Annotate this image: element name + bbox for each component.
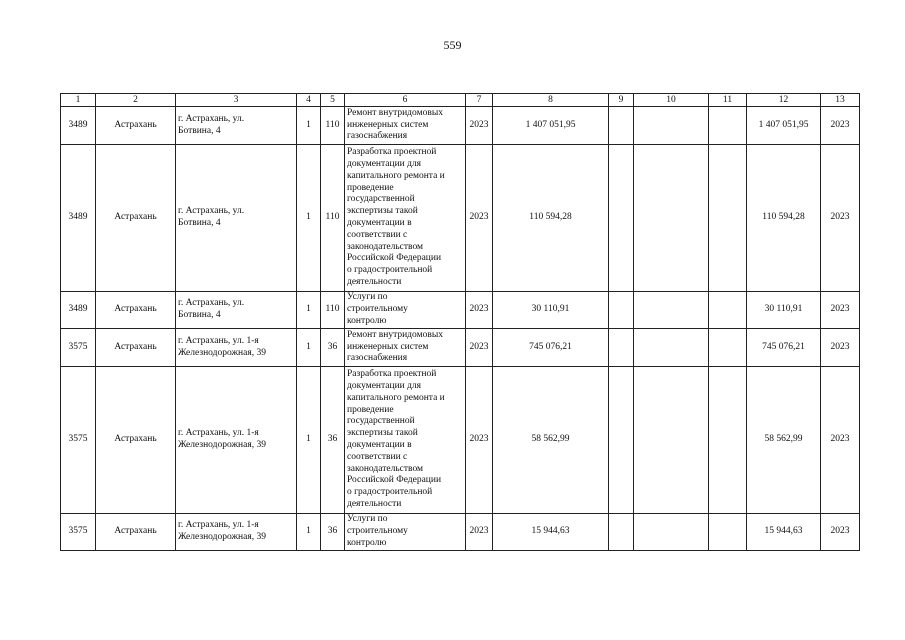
- address: г. Астрахань, ул. Ботвина, 4: [176, 145, 297, 292]
- col-4: 1: [297, 145, 321, 292]
- work-type: Услуги по строительному контролю: [345, 292, 466, 329]
- municipality: Астрахань: [96, 107, 176, 145]
- work-type: Ремонт внутридомовых инженерных систем газоснабжения: [345, 107, 466, 145]
- col-4: 1: [297, 329, 321, 367]
- total-cost: 58 562,99: [493, 367, 609, 514]
- col-10: [634, 514, 709, 551]
- total-cost: 1 407 051,95: [493, 107, 609, 145]
- col-12: 30 110,91: [747, 292, 821, 329]
- address: г. Астрахань, ул. Ботвина, 4: [176, 107, 297, 145]
- col-12: 1 407 051,95: [747, 107, 821, 145]
- col-10: [634, 329, 709, 367]
- municipality: Астрахань: [96, 514, 176, 551]
- col-13: 2023: [821, 145, 860, 292]
- column-number: 3: [176, 94, 297, 107]
- address: г. Астрахань, ул. 1-я Железнодорожная, 39: [176, 367, 297, 514]
- col-13: 2023: [821, 292, 860, 329]
- col-9: [609, 367, 634, 514]
- column-number: 6: [345, 94, 466, 107]
- col-12: 110 594,28: [747, 145, 821, 292]
- column-number: 4: [297, 94, 321, 107]
- total-cost: 30 110,91: [493, 292, 609, 329]
- column-number: 11: [709, 94, 747, 107]
- municipality: Астрахань: [96, 145, 176, 292]
- column-number: 10: [634, 94, 709, 107]
- total-cost: 745 076,21: [493, 329, 609, 367]
- col-11: [709, 145, 747, 292]
- column-number-row: [61, 94, 860, 107]
- col-13: 2023: [821, 367, 860, 514]
- col-9: [609, 514, 634, 551]
- column-number: 13: [821, 94, 860, 107]
- col-11: [709, 292, 747, 329]
- column-number: 8: [493, 94, 609, 107]
- column-number: 2: [96, 94, 176, 107]
- table-row: [61, 367, 860, 514]
- column-number: 9: [609, 94, 634, 107]
- address: г. Астрахань, ул. 1-я Железнодорожная, 39: [176, 514, 297, 551]
- col-9: [609, 292, 634, 329]
- year: 2023: [466, 145, 493, 292]
- object-id: 3489: [61, 145, 96, 292]
- col-10: [634, 367, 709, 514]
- col-13: 2023: [821, 107, 860, 145]
- col-11: [709, 107, 747, 145]
- col-9: [609, 145, 634, 292]
- col-9: [609, 329, 634, 367]
- work-type: Ремонт внутридомовых инженерных систем газоснабжения: [345, 329, 466, 367]
- col-13: 2023: [821, 329, 860, 367]
- address: г. Астрахань, ул. Ботвина, 4: [176, 292, 297, 329]
- table-row: [61, 107, 860, 145]
- col-10: [634, 145, 709, 292]
- year: 2023: [466, 367, 493, 514]
- column-number: 7: [466, 94, 493, 107]
- col-9: [609, 107, 634, 145]
- col-4: 1: [297, 367, 321, 514]
- municipality: Астрахань: [96, 292, 176, 329]
- col-10: [634, 107, 709, 145]
- table-row: [61, 329, 860, 367]
- municipality: Астрахань: [96, 329, 176, 367]
- municipality: Астрахань: [96, 367, 176, 514]
- column-number: 1: [61, 94, 96, 107]
- object-id: 3489: [61, 292, 96, 329]
- col-4: 1: [297, 292, 321, 329]
- year: 2023: [466, 329, 493, 367]
- col-5: 110: [321, 292, 345, 329]
- column-number: 12: [747, 94, 821, 107]
- year: 2023: [466, 514, 493, 551]
- col-11: [709, 329, 747, 367]
- page-number: 559: [443, 38, 462, 52]
- registry-table: [60, 93, 860, 551]
- col-5: 36: [321, 367, 345, 514]
- object-id: 3575: [61, 367, 96, 514]
- column-number: 5: [321, 94, 345, 107]
- col-4: 1: [297, 514, 321, 551]
- col-10: [634, 292, 709, 329]
- table-row: [61, 514, 860, 551]
- col-12: 15 944,63: [747, 514, 821, 551]
- col-5: 110: [321, 145, 345, 292]
- col-5: 36: [321, 514, 345, 551]
- total-cost: 110 594,28: [493, 145, 609, 292]
- object-id: 3575: [61, 514, 96, 551]
- work-type: Разработка проектной документации для капитального ремонта и проведение государственной экспертизы такой документации в соответствии с законодательством Российской Федерации о градостроительной деятельности: [345, 367, 466, 514]
- work-type: Услуги по строительному контролю: [345, 514, 466, 551]
- table-row: [61, 292, 860, 329]
- total-cost: 15 944,63: [493, 514, 609, 551]
- year: 2023: [466, 292, 493, 329]
- object-id: 3575: [61, 329, 96, 367]
- work-type: Разработка проектной документации для капитального ремонта и проведение государственной экспертизы такой документации в соответствии с законодательством Российской Федерации о градостроительной деятельности: [345, 145, 466, 292]
- col-5: 110: [321, 107, 345, 145]
- year: 2023: [466, 107, 493, 145]
- col-11: [709, 367, 747, 514]
- table-row: [61, 145, 860, 292]
- col-11: [709, 514, 747, 551]
- address: г. Астрахань, ул. 1-я Железнодорожная, 39: [176, 329, 297, 367]
- col-4: 1: [297, 107, 321, 145]
- object-id: 3489: [61, 107, 96, 145]
- col-12: 745 076,21: [747, 329, 821, 367]
- col-12: 58 562,99: [747, 367, 821, 514]
- col-13: 2023: [821, 514, 860, 551]
- col-5: 36: [321, 329, 345, 367]
